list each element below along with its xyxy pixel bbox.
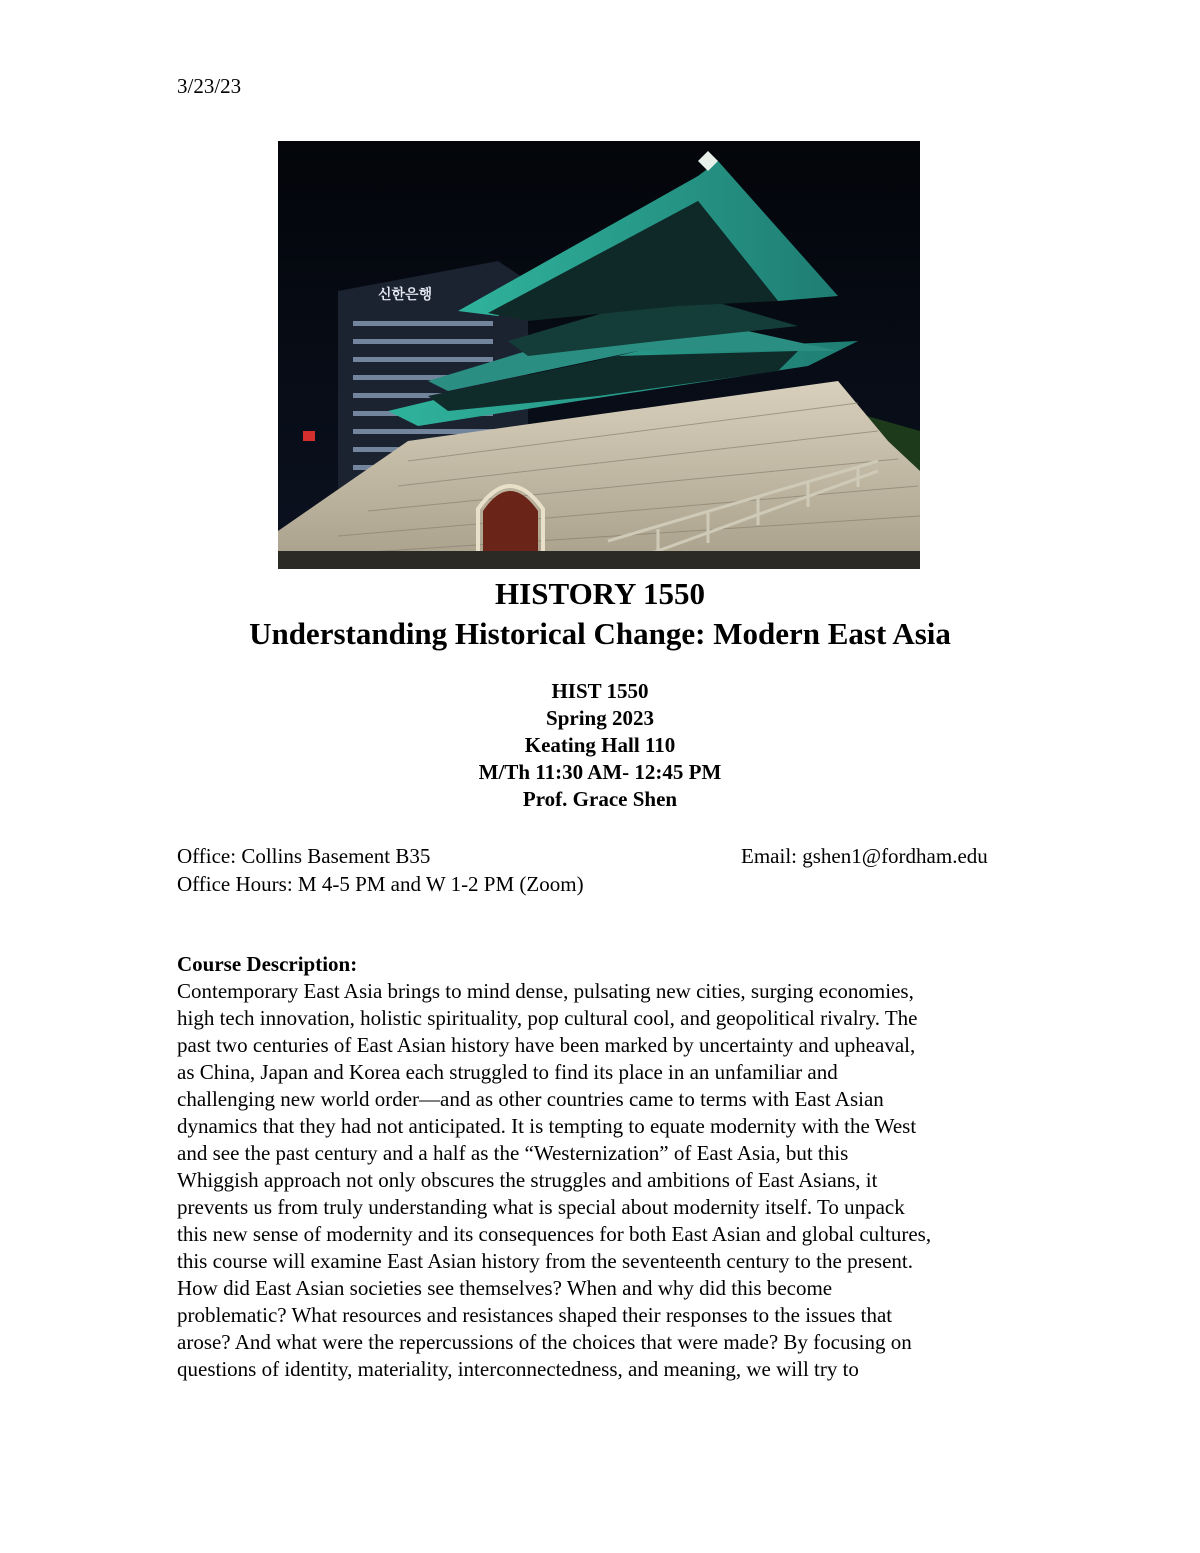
document-date: 3/23/23 [177, 74, 242, 98]
description-heading: Course Description: [177, 952, 358, 976]
description-line: arose? And what were the repercussions of the choices that were made? By focusing on [177, 1330, 912, 1354]
description-line: How did East Asian societies see themselves? When and why did this become [177, 1276, 833, 1300]
description-body [177, 978, 1037, 1383]
description-line: as China, Japan and Korea each struggled to find its place in an unfamiliar and [177, 1060, 838, 1084]
sign-text: 신한은행 [378, 287, 433, 303]
description-line: and see the past century and a half as the “Westernization” of East Asia, but this [177, 1141, 849, 1165]
email-address: Email: gshen1@fordham.edu [741, 844, 988, 868]
description-line: problematic? What resources and resistances shaped their responses to the issues that [177, 1303, 893, 1327]
description-line: Whiggish approach not only obscures the struggles and ambitions of East Asians, it [177, 1168, 878, 1192]
description-line: dynamics that they had not anticipated. It is tempting to equate modernity with the West [177, 1114, 917, 1138]
description-line: this new sense of modernity and its consequences for both East Asian and global cultures, [177, 1222, 932, 1246]
course-room: Keating Hall 110 [524, 733, 676, 757]
description-line: Contemporary East Asia brings to mind dense, pulsating new cities, surging economies, [177, 979, 914, 1003]
description-line: this course will examine East Asian history from the seventeenth century to the present. [177, 1249, 913, 1273]
course-instructor: Prof. Grace Shen [522, 787, 678, 811]
course-term: Spring 2023 [546, 706, 654, 730]
gate-illustration [278, 141, 920, 569]
description-line: prevents us from truly understanding what is special about modernity itself. To unpack [177, 1195, 905, 1219]
description-line: questions of identity, materiality, interconnectedness, and meaning, we will try to [177, 1357, 859, 1381]
cover-photo [278, 141, 920, 569]
description-line: high tech innovation, holistic spirituality, pop cultural cool, and geopolitical rivalry. The [177, 1006, 918, 1030]
course-code: HIST 1550 [551, 679, 649, 703]
course-subtitle: Understanding Historical Change: Modern East Asia [249, 616, 951, 651]
course-time: M/Th 11:30 AM- 12:45 PM [478, 760, 722, 784]
office-hours: Office Hours: M 4-5 PM and W 1-2 PM (Zoom) [177, 872, 584, 896]
office-location: Office: Collins Basement B35 [177, 844, 431, 868]
course-title: HISTORY 1550 [495, 576, 705, 611]
description-line: challenging new world order—and as other countries came to terms with East Asian [177, 1087, 884, 1111]
description-line: past two centuries of East Asian history have been marked by uncertainty and upheaval, [177, 1033, 916, 1057]
course-meta [0, 678, 1200, 813]
